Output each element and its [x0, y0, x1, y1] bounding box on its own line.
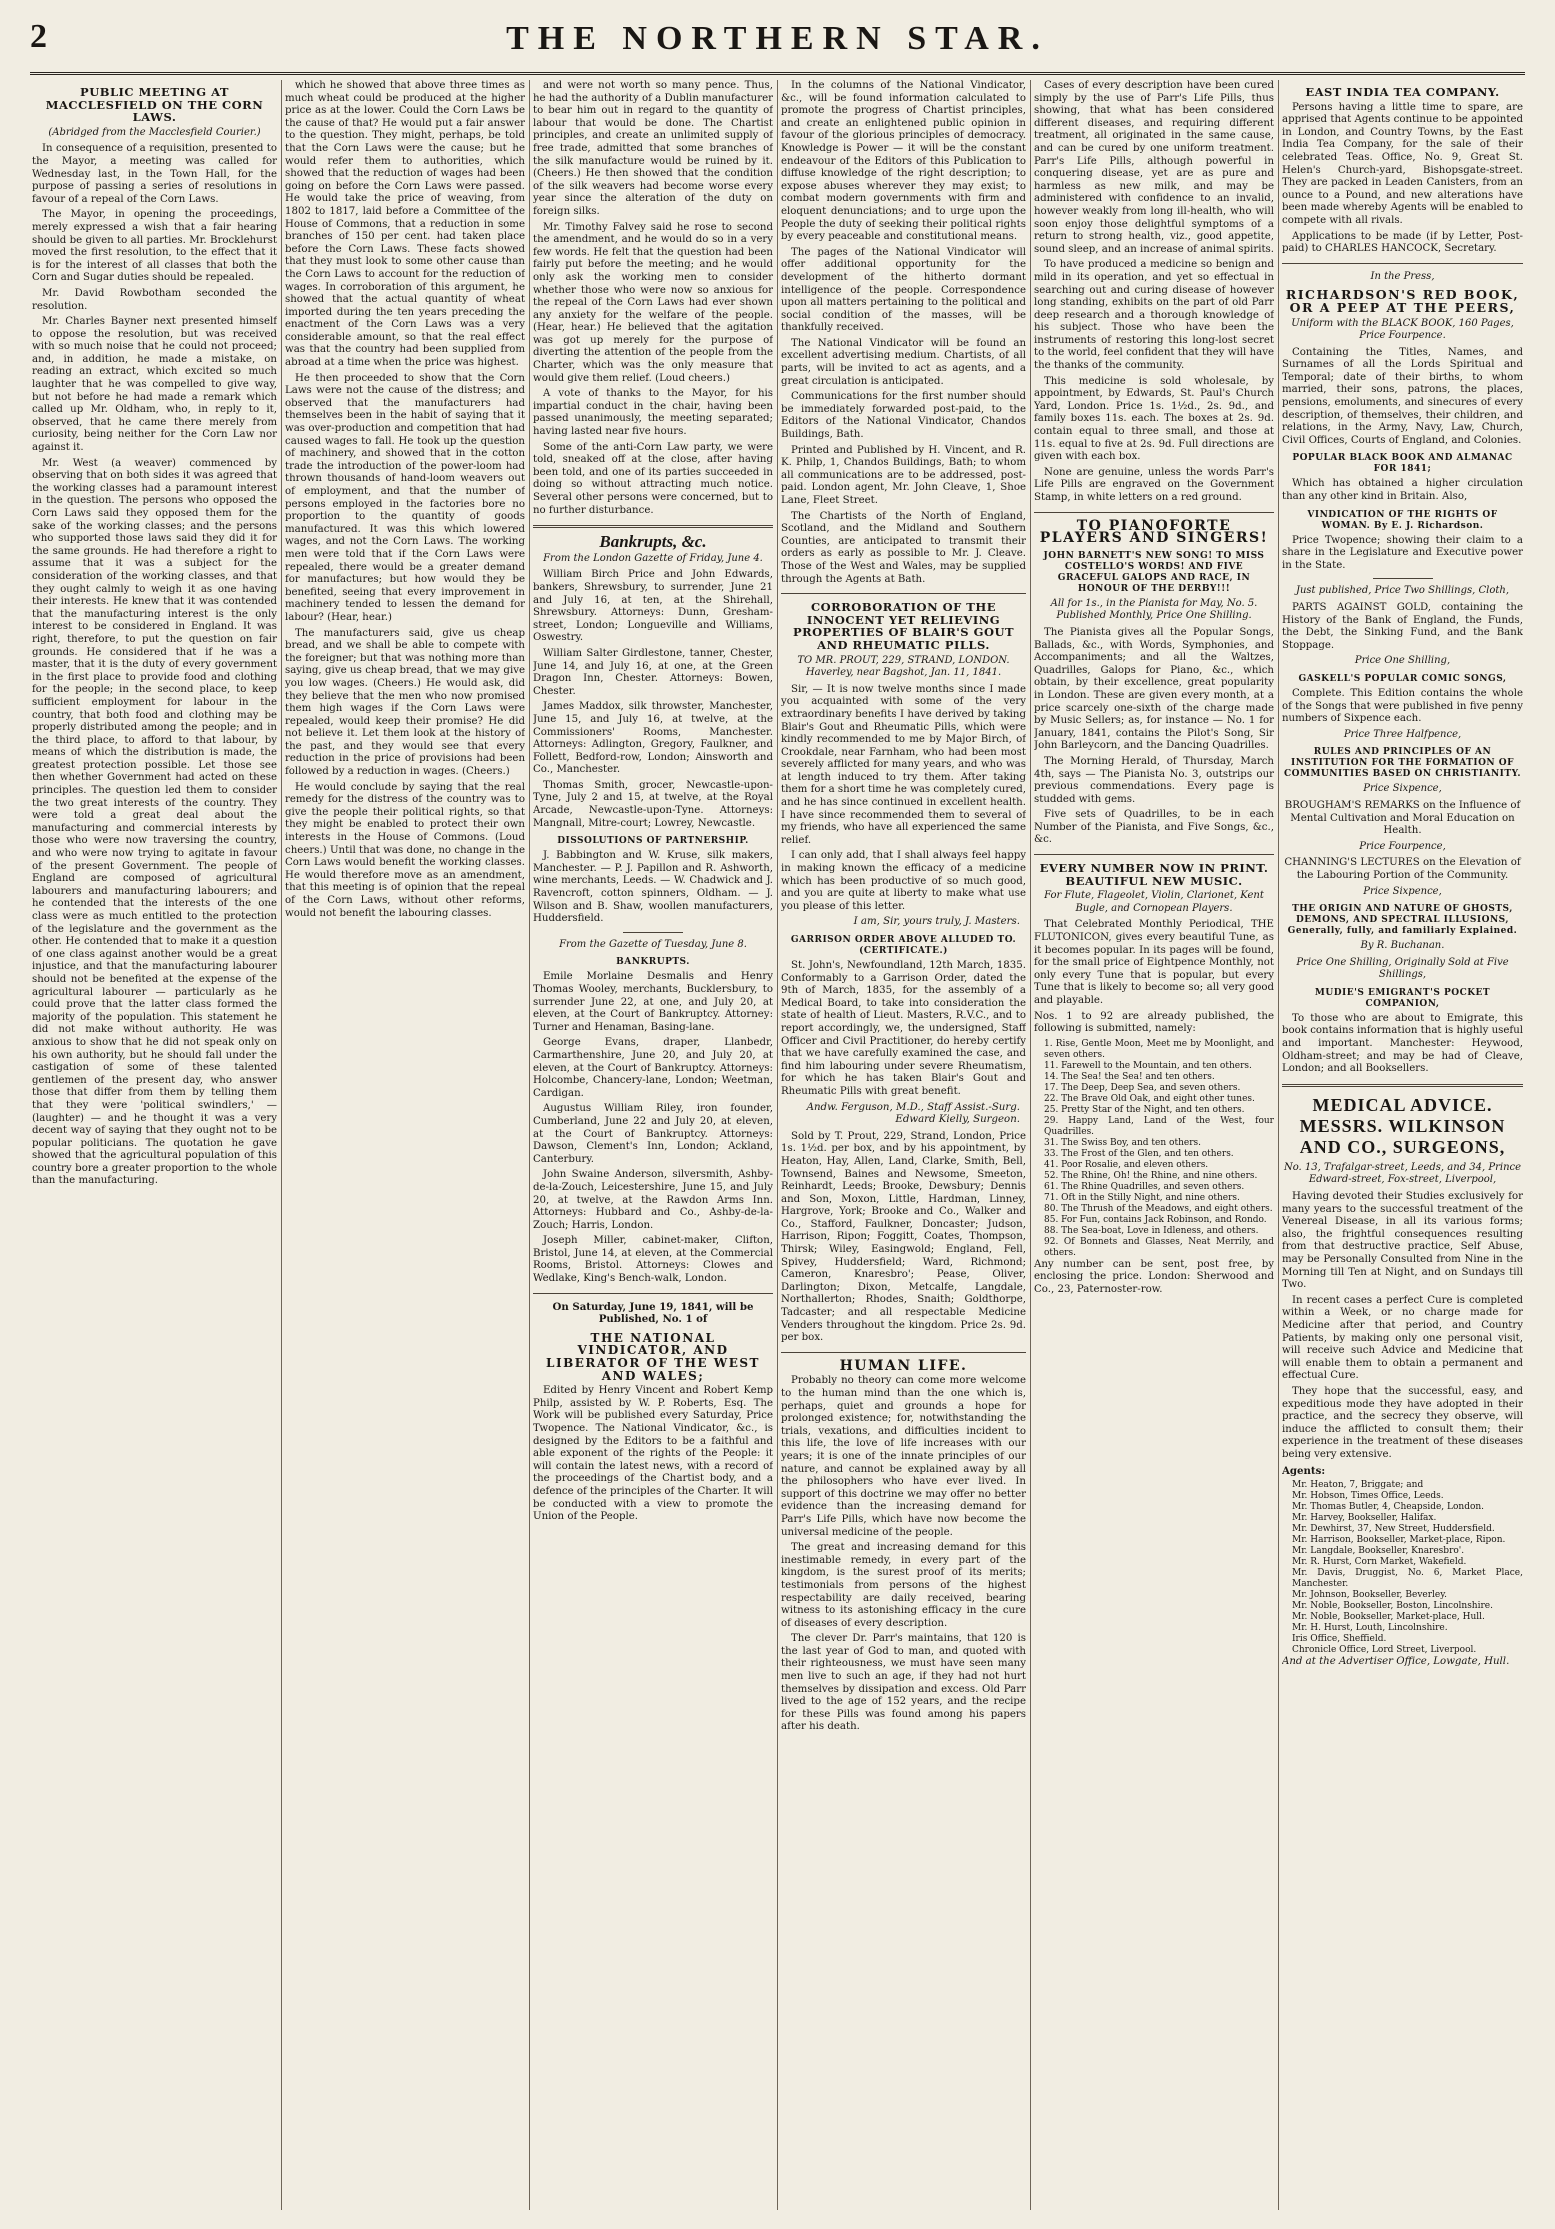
list-item: 29. Happy Land, Land of the West, four Quadrilles. — [1044, 1115, 1274, 1137]
paragraph: Some of the anti-Corn Law party, we were told, sneaked off at the close, after having been told, and one of its parties succeeded in doing so without attracting much notice. Several other persons were concerned, but to no further disturbance. — [533, 441, 773, 516]
page-number: 2 — [30, 18, 47, 55]
rule — [781, 1352, 1026, 1353]
red-book-price: Uniform with the BLACK BOOK, 160 Pages, Price Fourpence. — [1291, 317, 1514, 342]
paragraph: Mr. Timothy Falvey said he rose to second the amendment, and he would do so in a very few words. He felt that the question had been fairly put before the meeting; and he would only ask the working men to consider whether those who were now so anxious for the repeal of the Corn Laws had ever shown any anxiety for the welfare of the people. (Hear, hear.) He believed that the agitation was got up merely for the purpose of diverting the attention of the people from the Charter, which was the only measure that would give them relief. (Loud cheers.) — [533, 221, 773, 384]
price-label: Price Fourpence, — [1359, 840, 1446, 852]
price-label: Price Three Halfpence, — [1343, 728, 1462, 740]
header-rule — [30, 72, 1525, 75]
list-item: 25. Pretty Star of the Night, and ten others. — [1044, 1104, 1245, 1115]
paragraph: Mr. David Rowbotham seconded the resolution. — [32, 287, 277, 312]
list-item: Mr. Thomas Butler, 4, Cheapside, London. — [1292, 1502, 1485, 1513]
paragraph: In the columns of the National Vindicator, &c., will be found information calculated to promote the progress of Chartist principles, and create an enlightened public opinion in favour of the glorious principles of democracy. Knowledge is Power — it will be the constant endeavour of the Editors of this Publication to diffuse knowledge of the right description; to expose abuses wherever they may exist; to combat modern governments with firm and eloquent denunciations; and to urge upon the People the duty of seeking their political rights by every peaceable and constitutional means. — [781, 80, 1026, 243]
signature: I am, Sir, yours truly, J. Masters. — [853, 916, 1020, 928]
medical-advice-heading: MEDICAL ADVICE. MESSRS. WILKINSON AND CO., SURGEONS, — [1299, 1094, 1506, 1157]
dissolution-entry: J. Babbington and W. Kruse, silk makers, Manchester. — P. J. Papillon and R. Ashworth, wine merchants, Leeds. — W. Chadwick and J. Ravencroft, cotton spinners, Oldham. — J. Wilson and B. Shaw, woollen manufacturers, Huddersfield. — [533, 850, 773, 925]
list-item: 92. Of Bonnets and Glasses, Neat Merrily, and others. — [1044, 1236, 1274, 1258]
list-item: 11. Farewell to the Mountain, and ten others. — [1044, 1060, 1252, 1071]
column-divider — [1278, 80, 1279, 2210]
paragraph: Price Twopence; showing their claim to a share in the Legislature and Executive power in the State. — [1282, 534, 1523, 571]
contents-intro: Nos. 1 to 92 are already published, the following is submitted, namely: — [1034, 1010, 1274, 1035]
pianoforte-heading: TO PIANOFORTE PLAYERS AND SINGERS! — [1039, 517, 1269, 547]
tune-list — [1034, 1039, 1274, 1259]
page-header — [30, 18, 1525, 70]
list-item: Iris Office, Sheffield. — [1292, 1634, 1387, 1645]
gazette-date: From the London Gazette of Friday, June 4. — [543, 552, 763, 564]
bankrupt-entry: Emile Morlaine Desmalis and Henry Thomas Wooley, merchants, Bucklersbury, to surrender June 22, at one, and July 20, at eleven, at the Court of Bankruptcy. Attorney: Turner and Henaman, Basing-lane. — [533, 971, 773, 1033]
column-divider — [1030, 80, 1031, 2210]
list-item: 71. Oft in the Stilly Night, and nine others. — [1044, 1192, 1240, 1203]
paragraph: Probably no theory can come more welcome to the human mind than the one which is, perhaps, quiet and grounds a hope for prolonged existence; for, notwithstanding the trials, vexations, and difficulties incident to this life, the love of life increases with our years; it is one of the innate principles of our nature, and cannot be explained away by all the philosophers who have ever lived. In support of this doctrine we may offer no better evidence than the increasing demand for Parr's Life Pills, which have now become the universal medicine of the people. — [781, 1375, 1026, 1538]
paragraph: None are genuine, unless the words Parr's Life Pills are engraved on the Government Stamp, in white letters on a red ground. — [1034, 466, 1274, 503]
ghosts-heading: THE ORIGIN AND NATURE OF GHOSTS, DEMONS, AND SPECTRAL ILLUSIONS, Generally, fully, and familiarly Explained. — [1287, 904, 1518, 937]
rule — [623, 932, 683, 933]
paragraph: The clever Dr. Parr's maintains, that 120 is the last year of God to man, and quoted with their righteousness, we must have seen many men live to such an age, if they had not hurt themselves by dissipation and excess. Old Parr lived to the age of 152 years, and the recipe for these Pills was found among his papers after his death. — [781, 1633, 1026, 1733]
vindication-heading: VINDICATION OF THE RIGHTS OF WOMAN. By E. J. Richardson. — [1307, 509, 1498, 531]
gazette-date: From the Gazette of Tuesday, June 8. — [559, 938, 747, 950]
paragraph: They hope that the successful, easy, and expeditious mode they have adopted in their practice, and the secrecy they observe, will induce the afflicted to consult them; their experience in the treatment of these diseases being very extensive. — [1282, 1385, 1523, 1460]
paragraph: The great and increasing demand for this inestimable remedy, in every part of the kingdom, is the surest proof of its merits; testimonials from persons of the highest respectability are daily received, bearing witness to its astonishing efficacy in the cure of diseases of every description. — [781, 1542, 1026, 1629]
bankrupt-entry: William Birch Price and John Edwards, bankers, Shrewsbury, to surrender, June 21 and July 16, at ten, at the Shirehall, Shrewsbury. Attorneys: Dunn, Gresham-street, London; Longueville and Williams, Oswestry. — [533, 569, 773, 644]
rule — [533, 1293, 773, 1294]
list-item: Mr. Noble, Bookseller, Boston, Lincolnshire. — [1292, 1601, 1493, 1612]
paragraph: Applications to be made (if by Letter, Post-paid) to CHARLES HANCOCK, Secretary. — [1282, 230, 1523, 255]
price-label: Price One Shilling, — [1354, 655, 1451, 667]
column-divider — [529, 80, 530, 2210]
bankrupt-entry: John Swaine Anderson, silversmith, Ashby-de-la-Zouch, Leicestershire, June 15, and July 20, at twelve, at the Rawdon Arms Inn. Attorneys: Hubbard and Co., Ashby-de-la-Zouch; Harris, London. — [533, 1169, 773, 1231]
paragraph: Mr. Charles Bayner next presented himself to oppose the resolution, but was received with so much noise that he could not proceed; and, in addition, he made a mistake, on reading an extract, which excited so much laughter that he was compelled to give way, but not before he had made a remark which called up Mr. Oldham, who, in reply to it, observed, that he came there merely from curiosity, being neither for the Corn Law nor against it. — [32, 316, 277, 454]
column-2 — [285, 80, 525, 2210]
paragraph: Sold by T. Prout, 229, Strand, London, Price 1s. 1½d. per box, and by his appointment, by Heaton, Hay, Allen, Land, Clarke, Smith, Bell, Townsend, Baines and Newsome, Smeeton, Reinhardt, Leeds; Brooke, Dewsbury; Dennis and Son, Moxon, Little, Hardman, Linney, Hargrove, York; Brooke and Co., Walker and Co., Stafford, Faulkner, Doncaster; Judson, Harrison, Ripon; Foggitt, Coates, Thompson, Thirsk; Wiley, Easingwold; England, Fell, Spivey, Huddersfield; Ward, Richmond; Cameron, Knaresbro'; Pease, Oliver, Darlington; Dixon, Metcalfe, Langdale, Northallerton; Rhodes, Snaith; Goldthorpe, Tadcaster; and all respectable Medicine Venders throughout the kingdom. Price 2s. 9d. per box. — [781, 1130, 1026, 1344]
list-item: 41. Poor Rosalie, and eleven others. — [1044, 1159, 1209, 1170]
paragraph: St. John's, Newfoundland, 12th March, 1835. Conformably to a Garrison Order, dated the 9th of March, 1835, for the assembly of a Medical Board, to take into consideration the state of health of Lieut. Masters, R.V.C., and to report accordingly, we, the undersigned, Staff Officer and Civil Practitioner, do hereby certify that we have carefully examined the case, and find him labouring under severe Rheumatism, for which he has taken Blair's Gout and Rheumatic Pills with great benefit. — [781, 960, 1026, 1097]
paragraph: Cases of every description have been cured simply by the use of Parr's Life Pills, thus showing, that what has been considered different diseases, and requiring different treatment, all originated in the same cause, and can be cured by one uniform treatment. Parr's Life Pills, although powerful in conquering disease, yet are as pure and harmless as new milk, and may be administered with confidence to an invalid, however weakly from long ill-health, who will soon enjoy those delightful symptoms of a return to strong health, viz., good appetite, sound sleep, and an increase of animal spirits. — [1034, 80, 1274, 255]
rule — [1034, 512, 1274, 513]
paragraph: Five sets of Quadrilles, to be in each Number of the Pianista, and Five Songs, &c., &c. — [1034, 809, 1274, 846]
list-item: Mr. R. Hurst, Corn Market, Wakefield. — [1292, 1557, 1467, 1568]
instrument-line: For Flute, Flageolet, Violin, Clarionet, Kent Bugle, and Cornopean Players. — [1044, 890, 1264, 914]
tea-company-heading: EAST INDIA TEA COMPANY. — [1305, 85, 1500, 99]
bankrupt-entry: William Salter Girdlestone, tanner, Chester, June 14, and July 16, at one, at the Green Dragon Inn, Chester. Attorneys: Bowen, Chester. — [533, 647, 773, 697]
list-item: Mr. H. Hurst, Louth, Lincolnshire. — [1292, 1623, 1448, 1634]
paragraph: A vote of thanks to the Mayor, for his impartial conduct in the chair, having been passed unanimously, the meeting separated; having lasted near five hours. — [533, 388, 773, 438]
agent-list — [1282, 1480, 1523, 1656]
bankrupts-heading: BANKRUPTS. — [616, 957, 690, 968]
list-item: Mr. Johnson, Bookseller, Beverley. — [1292, 1590, 1447, 1601]
signature: Andw. Ferguson, M.D., Staff Assist.-Surg. Edward Kielly, Surgeon. — [806, 1101, 1020, 1126]
list-item: Mr. Harvey, Bookseller, Halifax. — [1292, 1513, 1437, 1524]
column-4 — [781, 80, 1026, 2210]
bankrupt-entry: Thomas Smith, grocer, Newcastle-upon-Tyne, July 2 and 15, at twelve, at the Royal Arcade, Newcastle-upon-Tyne. Attorneys: Mangnall, Mitre-court; Lowrey, Newcastle. — [533, 779, 773, 829]
author: By R. Buchanan. — [1360, 940, 1445, 952]
paragraph: He then proceeded to show that the Corn Laws were not the cause of the distress; and observed that the manufacturers had themselves been in the habit of saying that it was over-production and competition that had caused wages to fall. He took up the question of machinery, and showed that in the cotton trade the introduction of the power-loom had thrown thousands of hand-loom weavers out of employment, and that the number of persons employed in the factories bore no proportion to the quantity of goods manufactured. It was this which lowered wages, and not the Corn Laws. The working men were told that if the Corn Laws were repealed, there would be a greater demand for manufactures; but how would they be benefited, seeing that every improvement in machinery tended to lessen the demand for labour? (Hear, hear.) — [285, 372, 525, 623]
advert-title-pills: CORROBORATION OF THE INNOCENT YET RELIEVING PROPERTIES OF BLAIR'S GOUT AND RHEUMATIC PILLS. — [792, 600, 1015, 652]
paragraph: The manufacturers said, give us cheap bread, and we shall be able to compete with the foreigner; but that was nothing more than saying, give us cheap bread, that we may give you low wages. (Cheers.) He would ask, did they believe that the men who now promised them high wages if the Corn Laws were repealed, would keep their promise? He did not believe it. Let them look at the history of the past, and they would see that every reduction in the price of provisions had been followed by a reduction in wages. (Cheers.) — [285, 627, 525, 778]
surgery-address: No. 13, Trafalgar-street, Leeds, and 34, Prince Edward-street, Fox-street, Liverpool, — [1283, 1161, 1522, 1186]
list-item: Mr. Noble, Bookseller, Market-place, Hull. — [1292, 1612, 1485, 1623]
list-item: Mr. Heaton, 7, Briggate; and — [1292, 1480, 1424, 1491]
price-label: Just published, Price Two Shillings, Cloth, — [1295, 585, 1510, 597]
section-rule — [533, 525, 773, 528]
column-5 — [1034, 80, 1274, 2210]
price-label: Price One Shilling, Originally Sold at Five Shillings, — [1296, 956, 1509, 981]
agents-label: Agents: — [1282, 1464, 1326, 1477]
paragraph: Which has obtained a higher circulation than any other kind in Britain. Also, — [1282, 478, 1523, 503]
list-item: 61. The Rhine Quadrilles, and seven others. — [1044, 1181, 1245, 1192]
section-heading-bankrupts: Bankrupts, &c. — [599, 532, 707, 552]
list-item: 22. The Brave Old Oak, and eight other tunes. — [1044, 1093, 1255, 1104]
paragraph: Printed and Published by H. Vincent, and R. K. Philp, 1, Chandos Buildings, Bath; to whom all communications are to be addressed, post-paid. London agent, Mr. John Cleave, 1, Shoe Lane, Fleet Street. — [781, 444, 1026, 506]
list-item: 17. The Deep, Deep Sea, and seven others. — [1044, 1082, 1241, 1093]
paragraph: The pages of the National Vindicator will offer additional opportunity for the development of the hitherto dormant intelligence of the people. Correspondence upon all matters pertaining to the political and social condition of the masses, will be thankfully received. — [781, 246, 1026, 334]
paragraph: To have produced a medicine so benign and mild in its operation, and yet so effectual in searching out and curing disease of however long standing, exhibits on the part of old Parr deep research and a thorough knowledge of his subject. Those who have been the instruments of restoring this long-lost secret to the world, feel confident that they will have the thanks of the community. — [1034, 259, 1274, 372]
list-item: Mr. Dewhirst, 37, New Street, Huddersfield. — [1292, 1524, 1495, 1535]
agents-footer: And at the Advertiser Office, Lowgate, Hull. — [1282, 1656, 1510, 1668]
pianista-price: All for 1s., in the Pianista for May, No. 5. Published Monthly, Price One Shilling. — [1050, 597, 1258, 622]
list-item: Mr. Harrison, Bookseller, Market-place, Ripon. — [1292, 1535, 1506, 1546]
rule — [781, 593, 1026, 594]
song-announcement: JOHN BARNETT'S NEW SONG! TO MISS COSTELLO'S WORDS! AND FIVE GRACEFUL GALOPS AND RACE, IN HONOUR OF THE DERBY!!! — [1043, 550, 1265, 594]
list-item: 85. For Fun, contains Jack Robinson, and Rondo. — [1044, 1214, 1267, 1225]
paragraph: The Chartists of the North of England, Scotland, and the Midland and Southern Counties, are anticipated to transmit their orders as early as possible to Mr. J. Cleave. Those of the West and Wales, may be supplied through the Agents at Bath. — [781, 510, 1026, 585]
price-label: Price Sixpence, — [1363, 885, 1442, 897]
paragraph: To those who are about to Emigrate, this book contains information that is highly useful and important. Manchester: Heywood, Oldham-street; and may be had of Cleave, London; and all Booksellers. — [1282, 1012, 1523, 1075]
paragraph: Persons having a little time to spare, are apprised that Agents continue to be appointed in London, and Country Towns, by the East India Tea Company, for the sale of their celebrated Teas. Office, No. 9, Great St. Helen's Church-yard, Bishopsgate-street. They are packed in Leaden Canisters, from an ounce to a Pound, and new alterations have been made whereby Agents will be enabled to compete with all rivals. — [1282, 101, 1523, 226]
paragraph: The Pianista gives all the Popular Songs, Ballads, &c., with Words, Symphonies, and Accompaniments; and all the Waltzes, Quadrilles, Galops for Piano, &c., which obtain, by their excellence, great popularity in London. These are given every month, at a price scarcely one-sixth of the charge made by Music Sellers; as, for instance — No. 1 for January, 1841, contains the Pilot's Song, Sir John Barleycorn, and the Dancing Quadrilles. — [1034, 626, 1274, 752]
list-item: Mr. Davis, Druggist, No. 6, Market Place, Manchester. — [1292, 1568, 1523, 1590]
letter-address: TO MR. PROUT, 229, STRAND, LONDON. Haverley, near Bagshot, Jan. 11, 1841. — [797, 654, 1010, 679]
paragraph: Complete. This Edition contains the whole of the Songs that were published in five penny numbers of Sixpence each. — [1282, 687, 1523, 725]
vindicator-title: THE NATIONAL VINDICATOR, AND LIBERATOR OF THE WEST AND WALES; — [546, 1330, 760, 1383]
bankrupt-entry: George Evans, draper, Llanbedr, Carmarthenshire, June 20, and July 20, at eleven, at the Court of Bankruptcy. Attorneys: Holcombe, Chancery-lane, London; Weetman, Cardigan. — [533, 1037, 773, 1099]
issue-announcement: On Saturday, June 19, 1841, will be Published, No. 1 of — [552, 1300, 754, 1326]
paragraph: Having devoted their Studies exclusively for many years to the successful treatment of the Venereal Disease, in all its various forms; also, the frightful consequences resulting from that destructive practice, Self Abuse, may be Personally Consulted from Nine in the Morning till Ten at Night, and on Sundays till Two. — [1282, 1191, 1523, 1291]
column-1 — [32, 80, 277, 2210]
paragraph: BROUGHAM'S REMARKS on the Influence of Mental Cultivation and Moral Education on Health. — [1284, 799, 1521, 837]
every-number-heading: EVERY NUMBER NOW IN PRINT. BEAUTIFUL NEW MUSIC. — [1039, 861, 1269, 888]
list-item: Chronicle Office, Lord Street, Liverpool. — [1292, 1645, 1477, 1656]
article-source: (Abridged from the Macclesfield Courier.) — [48, 126, 261, 138]
gaskell-heading: GASKELL'S POPULAR COMIC SONGS, — [1298, 673, 1507, 684]
list-item: 1. Rise, Gentle Moon, Meet me by Moonlight, and seven others. — [1044, 1038, 1274, 1060]
paragraph: He would conclude by saying that the real remedy for the distress of the country was to give the people their political rights, so that they might be enabled to protect their own interests in the House of Commons. (Loud cheers.) Until that was done, no change in the Corn Laws would benefit the working classes. He would therefore move as an amendment, that this meeting is of opinion that the repeal of the Corn Laws, without other reforms, would not benefit the labouring classes. — [285, 781, 525, 919]
list-item: Mr. Hobson, Times Office, Leeds. — [1292, 1491, 1444, 1502]
list-item: 52. The Rhine, Oh! the Rhine, and nine others. — [1044, 1170, 1258, 1181]
paragraph: I can only add, that I shall always feel happy in making known the efficacy of a medicine which has been productive of so much good, and you are quite at liberty to make what use you please of this letter. — [781, 850, 1026, 912]
garrison-heading: GARRISON ORDER ABOVE ALLUDED TO. (CERTIFICATE.) — [790, 935, 1017, 956]
rule — [1034, 854, 1274, 855]
list-item: 80. The Thrush of the Meadows, and eight others. — [1044, 1203, 1273, 1214]
paragraph: CHANNING'S LECTURES on the Elevation of the Labouring Portion of the Community. — [1284, 857, 1521, 881]
paragraph: The Mayor, in opening the proceedings, merely expressed a wish that a fair hearing should be given to all parties. Mr. Brocklehurst moved the first resolution, to the effect that it is for the interest of all classes that both the Corn and Sugar duties should be repealed. — [32, 209, 277, 284]
black-book-heading: POPULAR BLACK BOOK AND ALMANAC FOR 1841; — [1292, 453, 1513, 475]
red-book-heading: RICHARDSON'S RED BOOK, OR A PEEP AT THE PEERS, — [1285, 287, 1520, 315]
column-6 — [1282, 80, 1523, 2210]
dissolutions-heading: DISSOLUTIONS OF PARTNERSHIP. — [557, 836, 749, 847]
rules-heading: RULES AND PRINCIPLES OF AN INSTITUTION FOR THE FORMATION OF COMMUNITIES BASED ON CHRISTIANITY. — [1284, 747, 1521, 780]
bankrupt-entry: Augustus William Riley, iron founder, Cumberland, June 22 and July 20, at eleven, at the Court of Bankruptcy. Attorneys: Dawson, Clement's Inn, London; Ackland, Canterbury. — [533, 1103, 773, 1165]
section-rule — [1282, 1084, 1523, 1087]
paragraph: In recent cases a perfect Cure is completed within a Week, or no charge made for Medicine after that period, and Country Patients, by making only one personal visit, will receive such Advice and Medicine that will enable them to obtain a permanent and effectual Cure. — [1282, 1294, 1523, 1382]
paragraph: Sir, — It is now twelve months since I made you acquainted with some of the very extraordinary benefits I have derived by taking Blair's Gout and Rheumatic Pills, which were kindly recommended to me by Major Birch, of Crookdale, near Farnham, who had been most severely afflicted for many years, and who was at length induced to try them. After taking them for a short time he was completely cured, and he has since continued in excellent health. I have since recommended them to several of my friends, who have all experienced the same relief. — [781, 683, 1026, 846]
masthead: THE NORTHERN STAR. — [506, 20, 1049, 57]
bankrupt-entry: James Maddox, silk throwster, Manchester, June 15, and July 16, at twelve, at the Commissioners' Rooms, Manchester. Attorneys: Adlington, Gregory, Faulkner, and Follett, Bedford-row, London; Ainsworth and Co., Manchester. — [533, 701, 773, 776]
paragraph: The National Vindicator will be found an excellent advertising medium. Chartists, of all parts, will be invited to act as agents, and a great circulation is anticipated. — [781, 337, 1026, 387]
list-item: 88. The Sea-boat, Love in Idleness, and others. — [1044, 1225, 1259, 1236]
paragraph: This medicine is sold wholesale, by appointment, by Edwards, St. Paul's Church Yard, London. Price 1s. 1½d., 2s. 9d., and family boxes 11s. each. The boxes at 2s. 9d. contain equal to three small, and those at 11s. equal to five at 2s. 9d. Full directions are given with each box. — [1034, 375, 1274, 463]
column-divider — [281, 80, 282, 2210]
paragraph: In consequence of a requisition, presented to the Mayor, a meeting was called for Wednesday last, in the Town Hall, for the purpose of passing a series of resolutions in favour of a repeal of the Corn Laws. — [32, 143, 277, 205]
rule — [1373, 578, 1433, 579]
column-divider — [777, 80, 778, 2210]
mudie-heading: MUDIE'S EMIGRANT'S POCKET COMPANION, — [1314, 987, 1491, 1009]
paragraph: which he showed that above three times as much wheat could be produced at the higher price as at the lower. Could the Corn Laws be the cause of that? He would put a fair answer to the question. They might, perhaps, be told that the Corn Laws were the cause; but he would refer them to authorities, which showed that the reduction of wages had been going on before the Corn Laws were passed. He would take the price of weaving, from 1802 to 1817, laid before a Committee of the House of Commons, that a reduction in some branches of 150 per cent. had taken place before the Corn Laws. These facts showed that they must look to some other cause than the Corn Laws to account for the reduction of wages. In corroboration of this argument, he showed that the actual quantity of wheat imported during the ten years preceding the enactment of the Corn Laws was a very considerable amount, so that the real effect was that the country had been supplied from abroad at a time when the price was highest. — [285, 80, 525, 369]
list-item: 14. The Sea! the Sea! and ten others. — [1044, 1071, 1215, 1082]
rule — [1282, 263, 1523, 264]
list-item: 31. The Swiss Boy, and ten others. — [1044, 1137, 1201, 1148]
paragraph: Communications for the first number should be immediately forwarded post-paid, to the Editors of the National Vindicator, Chandos Buildings, Bath. — [781, 391, 1026, 441]
paragraph: Containing the Titles, Names, and Surnames of all the Lords Spiritual and Temporal; date of their births, to whom married, their sons, patrons, the places, pensions, emoluments, and sinecures of every description, of themselves, their children, and relations, in the Army, Navy, Law, Church, Civil Offices, Courts of England, and Colonies. — [1282, 346, 1523, 446]
article-title: PUBLIC MEETING AT MACCLESFIELD ON THE CORN LAWS. — [45, 85, 264, 125]
human-life-heading: HUMAN LIFE. — [839, 1357, 968, 1374]
paragraph: and were not worth so many pence. Thus, he had the authority of a Dublin manufacturer to bear him out in regard to the quantity of labour that would be done. The Chartist principles, and create an unlimited supply of free trade, admitted that some branches of the silk manufacture would be ruined by it. (Cheers.) He then showed that the condition of the silk weavers had become worse every year since the alteration of the duty on foreign silks. — [533, 80, 773, 217]
list-item: Mr. Langdale, Bookseller, Knaresbro'. — [1292, 1546, 1465, 1557]
paragraph: Mr. West (a weaver) commenced by observing that on both sides it was agreed that the working classes had a paramount interest in the question. The persons who opposed the Corn Laws said they opposed them for the sake of the working classes; and the persons who supported those laws said they did it for the same grounds. He had therefore a right to assume that it was a subject for the consideration of the working classes, and that they ought calmly to weigh it as one having their interests. He knew that it was contended that the manufacturing interest is the only interest to be considered in England. It was right, therefore, to put the question on fair grounds. He considered that if he was a master, that it is the duty of every government in the first place to provide food and clothing for the people; in the second place, to keep sufficient employment for labour in the country, that both food and clothing may be properly distributed among the people; and in the third place, to afford to that labour, by means of which the distribution is made, the greatest protection possible. Let those see then whether Government had acted on these principles. The question led them to consider the two great interests of the country. They were told a great deal about the manufacturing and commercial interests by those who were now traversing the country, and who were now trying to agitate in favour of the present Government. The people of England are composed of agricultural labourers and manufacturing labourers; and he contended that the interests of the one class were as much entitled to the protection of the legislature and the government as the other. He contended that to make it a question of one class against another would be a great injustice, and that the manufacturing labourer should not be benefited at the expense of the agricultural labourer — particularly as he could prove that the latter class formed the majority of the population. This statement he did not make without authority. He was anxious to show that he did not speak only on his own authority, but he should fall under the castigation of some of these talented gentlemen of the present day, who answer those that differ from them by telling them that they were 'political swindlers,' — (laughter) — and he thought it was a very decent way of saying that they ought not to be popular politicians. The quotation he gave showed that the agricultural population of this country bore a greater proportion to the whole than the manufacturing. — [32, 457, 277, 1187]
column-3 — [533, 80, 773, 2210]
list-item: 33. The Frost of the Glen, and ten others. — [1044, 1148, 1234, 1159]
price-label: Price Sixpence, — [1363, 783, 1442, 795]
paragraph: Any number can be sent, post free, by enclosing the price. London: Sherwood and Co., 23, Paternoster-row. — [1034, 1258, 1274, 1295]
paragraph: That Celebrated Monthly Periodical, THE FLUTONICON, gives every beautiful Tune, as it becomes popular. In its pages will be found, for the small price of Eightpence Monthly, not only every Tune that is popular, but every Tune that is likely to become so; all very good and playable. — [1034, 919, 1274, 1006]
paragraph: The Morning Herald, of Thursday, March 4th, says — The Pianista No. 3, outstrips our previous commendations. Every page is studded with gems. — [1034, 755, 1274, 805]
paragraph: PARTS AGAINST GOLD, containing the History of the Bank of England, the Funds, the Debt, the Sinking Fund, and the Bank Stoppage. — [1282, 602, 1523, 651]
bankrupt-entry: Joseph Miller, cabinet-maker, Clifton, Bristol, June 14, at eleven, at the Commercial Rooms, Bristol. Attorneys: Clowes and Wedlake, King's Bench-walk, London. — [533, 1235, 773, 1285]
press-label: In the Press, — [1370, 270, 1435, 282]
paragraph: Edited by Henry Vincent and Robert Kemp Philp, assisted by W. P. Roberts, Esq. The Work will be published every Saturday, Price Twopence. The National Vindicator, &c., is designed by the Editors to be a faithful and able exponent of the rights of the People: it will contain the latest news, with a record of the proceedings of the Chartist body, and a defence of the principles of the Charter. It will be conducted with a view to promote the Union of the People. — [533, 1385, 773, 1523]
